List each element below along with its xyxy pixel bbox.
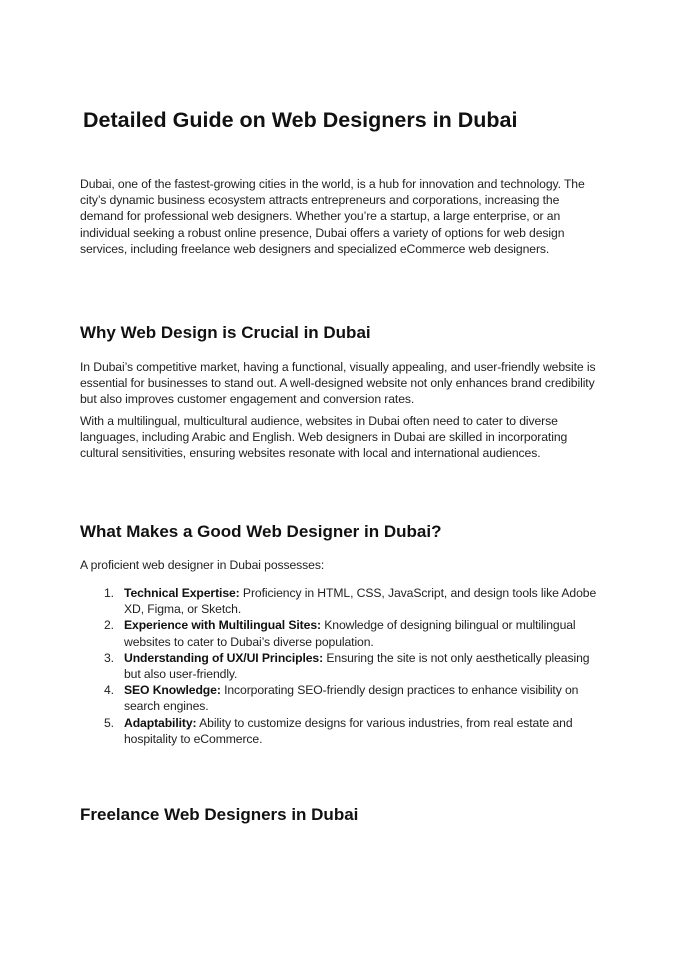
list-number: 4. [104, 683, 114, 698]
list-item-label: SEO Knowledge: [124, 683, 221, 698]
intro-paragraph: Dubai, one of the fastest-growing cities in the world, is a hub for innovation and technology. The city’s dynamic business ecosystem attracts entrepreneurs and corporations, increasing the demand for professional web designers. Whether you’re a startup, a large enterprise, or an individual seeking a robust online presence, Dubai offers a variety of options for web design services, including freelance web designers and specialized eCommerce web designers. [80, 177, 585, 256]
list-item [80, 715, 600, 747]
list-item-label: Adaptability: [124, 715, 197, 730]
list-item [80, 650, 600, 682]
page-title: Detailed Guide on Web Designers in Dubai [83, 108, 518, 132]
good-designer-lead: A proficient web designer in Dubai possesses: [80, 558, 325, 572]
list-item [80, 585, 600, 617]
section-heading-freelance: Freelance Web Designers in Dubai [80, 805, 359, 824]
list-item [80, 682, 600, 714]
list-item [80, 617, 600, 649]
list-item-text: Ability to customize designs for various industries, from real estate and hospitality to eCommerce. [124, 715, 573, 746]
list-item-label: Understanding of UX/UI Principles: [124, 650, 324, 665]
list-item-label: Technical Expertise: [124, 586, 240, 600]
list-number: 5. [104, 715, 114, 730]
why-paragraph-1: In Dubai’s competitive market, having a functional, visually appealing, and user-friendly website is essential for businesses to stand out. A well-designed website not only enhances brand credibility but also improves customer engagement and conversion rates. [80, 360, 596, 407]
list-number: 1. [104, 586, 114, 600]
list-number: 2. [104, 618, 114, 633]
section-heading-why: Why Web Design is Crucial in Dubai [80, 323, 371, 342]
why-paragraph-2: With a multilingual, multicultural audience, websites in Dubai often need to cater to diverse languages, including Arabic and English. Web designers in Dubai are skilled in incorporating cultural sensitivities, ensuring websites resonate with local and international audiences. [80, 414, 568, 461]
qualities-list [80, 585, 600, 747]
list-item-text: Ensuring the site is not only aesthetically pleasing but also user-friendly. [124, 650, 590, 682]
list-item-text: Incorporating SEO-friendly design practices to enhance visibility on search engines. [124, 683, 579, 714]
list-item-text: Knowledge of designing bilingual or multilingual websites to cater to Dubai’s diverse population. [124, 618, 576, 649]
section-heading-good-designer: What Makes a Good Web Designer in Dubai? [80, 522, 442, 541]
list-item-label: Experience with Multilingual Sites: [124, 618, 321, 633]
list-item-text: Proficiency in HTML, CSS, JavaScript, and design tools like Adobe XD, Figma, or Sketch. [124, 586, 597, 617]
list-number: 3. [104, 650, 114, 665]
